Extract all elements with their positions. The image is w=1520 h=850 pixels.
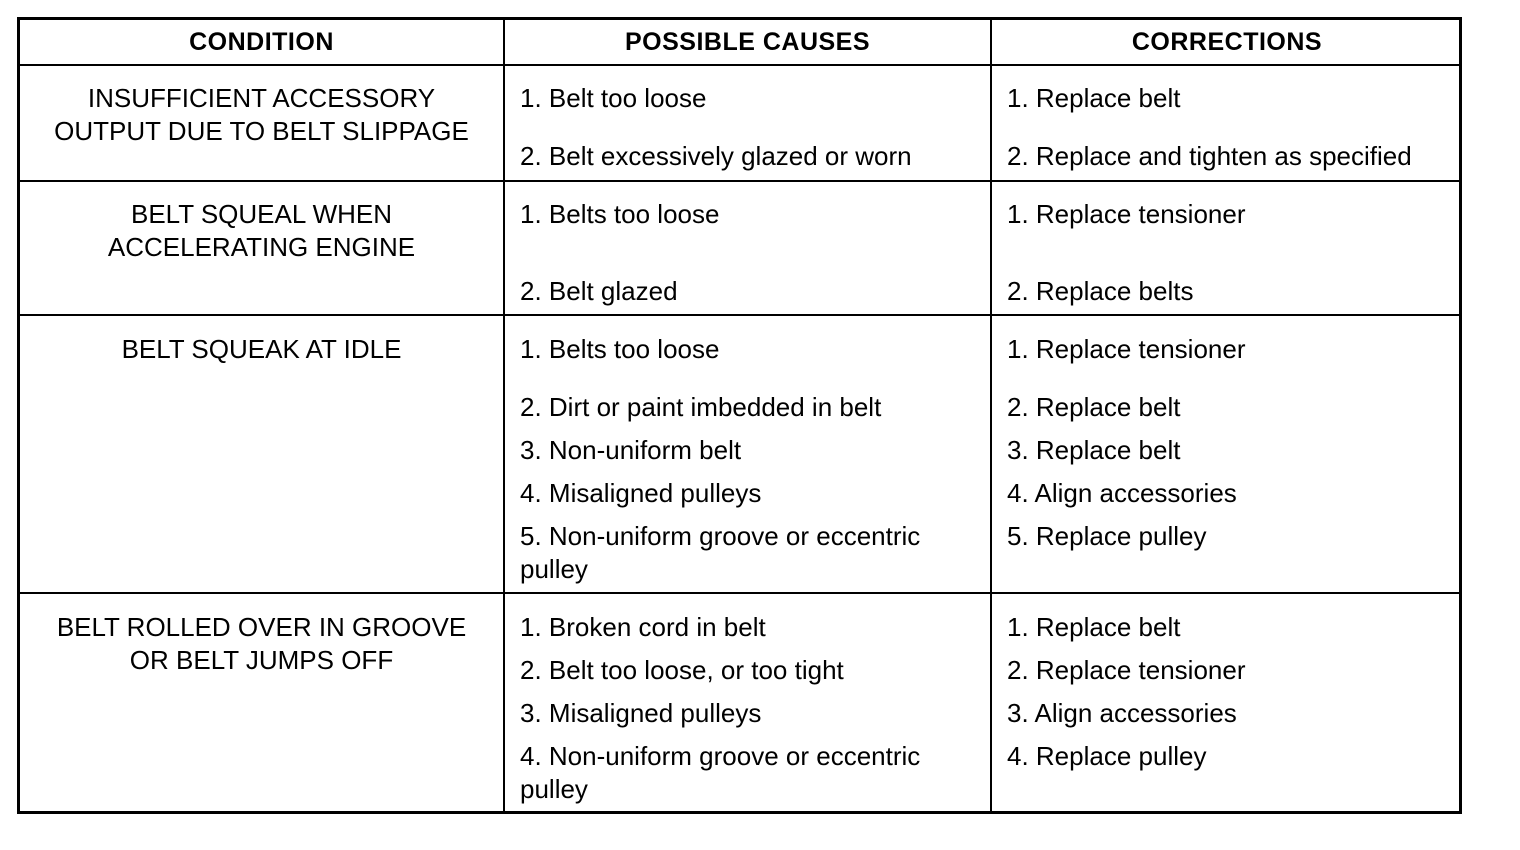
correction-item: 2. Replace tensioner	[1007, 655, 1246, 685]
condition-line: OR BELT JUMPS OFF	[129, 645, 394, 675]
correction-item: 2. Replace belt	[1007, 392, 1181, 422]
cause-item: 1. Belt too loose	[520, 83, 707, 113]
condition-line: BELT ROLLED OVER IN GROOVE	[56, 612, 467, 642]
correction-item: 3. Replace belt	[1007, 435, 1181, 465]
condition-line: BELT SQUEAL WHEN	[130, 199, 393, 229]
condition-cell	[20, 611, 503, 677]
condition-line: ACCELERATING ENGINE	[107, 232, 416, 262]
row-divider	[20, 592, 1459, 594]
row-divider	[20, 64, 1459, 66]
correction-item: 1. Replace belt	[1007, 83, 1181, 113]
cause-item: 2. Belt glazed	[520, 276, 678, 306]
cause-item: 3. Misaligned pulleys	[520, 698, 762, 728]
correction-item: 1. Replace tensioner	[1007, 334, 1246, 364]
header-condition: CONDITION	[189, 28, 334, 56]
condition-line: BELT SQUEAK AT IDLE	[121, 334, 402, 364]
diagnosis-table	[17, 17, 1462, 814]
row-divider	[20, 314, 1459, 316]
correction-item: 5. Replace pulley	[1007, 521, 1207, 551]
cause-item: 2. Dirt or paint imbedded in belt	[520, 392, 882, 422]
correction-item: 2. Replace belts	[1007, 276, 1194, 306]
cause-item: 4. Non-uniform groove or eccentric	[520, 741, 921, 771]
condition-cell	[20, 198, 503, 264]
cause-item: 2. Belt excessively glazed or worn	[520, 141, 912, 171]
condition-cell	[20, 82, 503, 148]
cause-item-continued: pulley	[520, 554, 588, 584]
cause-item: 5. Non-uniform groove or eccentric	[520, 521, 921, 551]
cause-item: 1. Belts too loose	[520, 199, 720, 229]
column-divider	[990, 20, 992, 811]
condition-cell	[20, 333, 503, 366]
correction-item: 4. Replace pulley	[1007, 741, 1207, 771]
column-divider	[503, 20, 505, 811]
cause-item-continued: pulley	[520, 774, 588, 804]
cause-item: 3. Non-uniform belt	[520, 435, 742, 465]
cause-item: 2. Belt too loose, or too tight	[520, 655, 844, 685]
header-corrections: CORRECTIONS	[1131, 28, 1323, 56]
cause-item: 1. Belts too loose	[520, 334, 720, 364]
correction-item: 4. Align accessories	[1007, 478, 1237, 508]
correction-item: 3. Align accessories	[1007, 698, 1237, 728]
correction-item: 1. Replace belt	[1007, 612, 1181, 642]
correction-item: 1. Replace tensioner	[1007, 199, 1246, 229]
header-possible-causes: POSSIBLE CAUSES	[624, 28, 871, 56]
cause-item: 4. Misaligned pulleys	[520, 478, 762, 508]
condition-line: INSUFFICIENT ACCESSORY	[87, 83, 436, 113]
condition-line: OUTPUT DUE TO BELT SLIPPAGE	[54, 116, 469, 146]
cause-item: 1. Broken cord in belt	[520, 612, 766, 642]
row-divider	[20, 180, 1459, 182]
correction-item: 2. Replace and tighten as specified	[1007, 141, 1412, 171]
